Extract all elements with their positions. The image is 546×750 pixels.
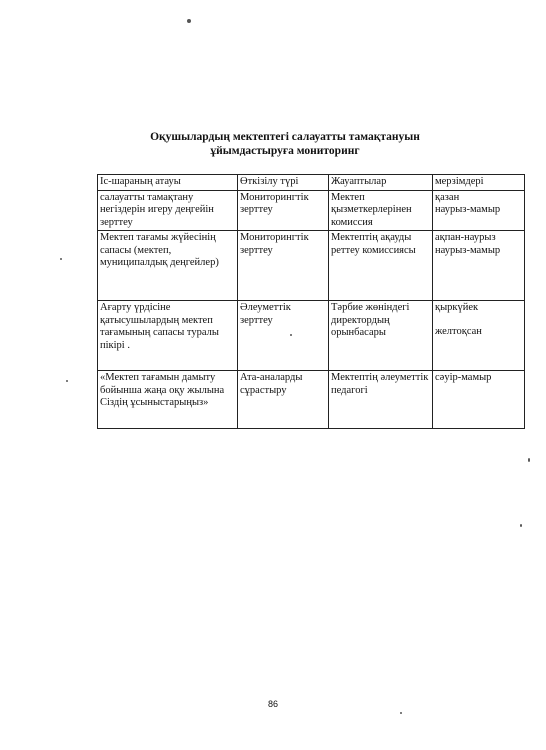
cell-dates <box>433 301 525 371</box>
date-line: наурыз-мамыр <box>435 204 501 215</box>
page-number: 86 <box>267 699 278 709</box>
table-row <box>98 301 525 371</box>
monitoring-table <box>97 174 525 429</box>
cell-responsible: Тәрбие жөніндегі директордың орынбасары <box>329 301 433 371</box>
cell-responsible: Мектеп қызметкерлерінен комиссия <box>329 190 433 231</box>
scan-speck <box>528 458 530 462</box>
date-line: наурыз-мамыр <box>435 244 501 256</box>
table-row <box>98 231 525 301</box>
table-row <box>98 190 525 231</box>
title-line-1: Оқушылардың мектептегі салауатты тамақтануын <box>150 131 420 143</box>
cell-event: Ағарту үрдісіне қатысушылардың мектеп тағамының сапасы туралы пікірі . <box>98 301 238 371</box>
cell-dates <box>433 371 525 429</box>
date-line: сәуір-мамыр <box>435 372 492 383</box>
cell-type: Мониторингтік зерттеу <box>238 231 329 301</box>
cell-type: Ата-аналарды сұрастыру <box>238 371 329 429</box>
scan-speck <box>400 712 402 714</box>
date-line: ақпан-наурыз <box>435 232 496 243</box>
cell-event: «Мектеп тағамын дамыту бойынша жаңа оқу жылына Сіздің ұсыныстарыңыз» <box>98 371 238 429</box>
cell-type: Мониторингтік зерттеу <box>238 190 329 231</box>
table-row <box>98 371 525 429</box>
cell-responsible: Мектептің әлеуметтік педагогі <box>329 371 433 429</box>
scan-speck <box>60 258 62 260</box>
date-line: қыркүйек <box>435 302 479 313</box>
header-event: Іс-шараның атауы <box>98 175 238 191</box>
scan-speck <box>187 19 191 23</box>
date-line: желтоқсан <box>435 325 482 337</box>
cell-type: Әлеуметтік зерттеу <box>238 301 329 371</box>
cell-event: Мектеп тағамы жүйесінің сапасы (мектеп, муниципалдық деңгейлер) <box>98 231 238 301</box>
cell-dates <box>433 231 525 301</box>
cell-event: салауатты тамақтану негіздерін игеру деңгейін зерттеу <box>98 190 238 231</box>
table-header-row <box>98 175 525 191</box>
header-type: Өткізілу түрі <box>238 175 329 191</box>
title-line-2: ұйымдастыруға мониторинг <box>210 145 360 157</box>
cell-responsible: Мектептің ақауды реттеу комиссиясы <box>329 231 433 301</box>
header-responsible: Жауаптылар <box>329 175 433 191</box>
date-line: қазан <box>435 191 460 203</box>
scan-speck <box>520 524 522 527</box>
cell-dates <box>433 190 525 231</box>
scan-speck <box>66 380 68 382</box>
header-dates: мерзімдері <box>433 175 525 191</box>
document-title <box>120 130 450 158</box>
